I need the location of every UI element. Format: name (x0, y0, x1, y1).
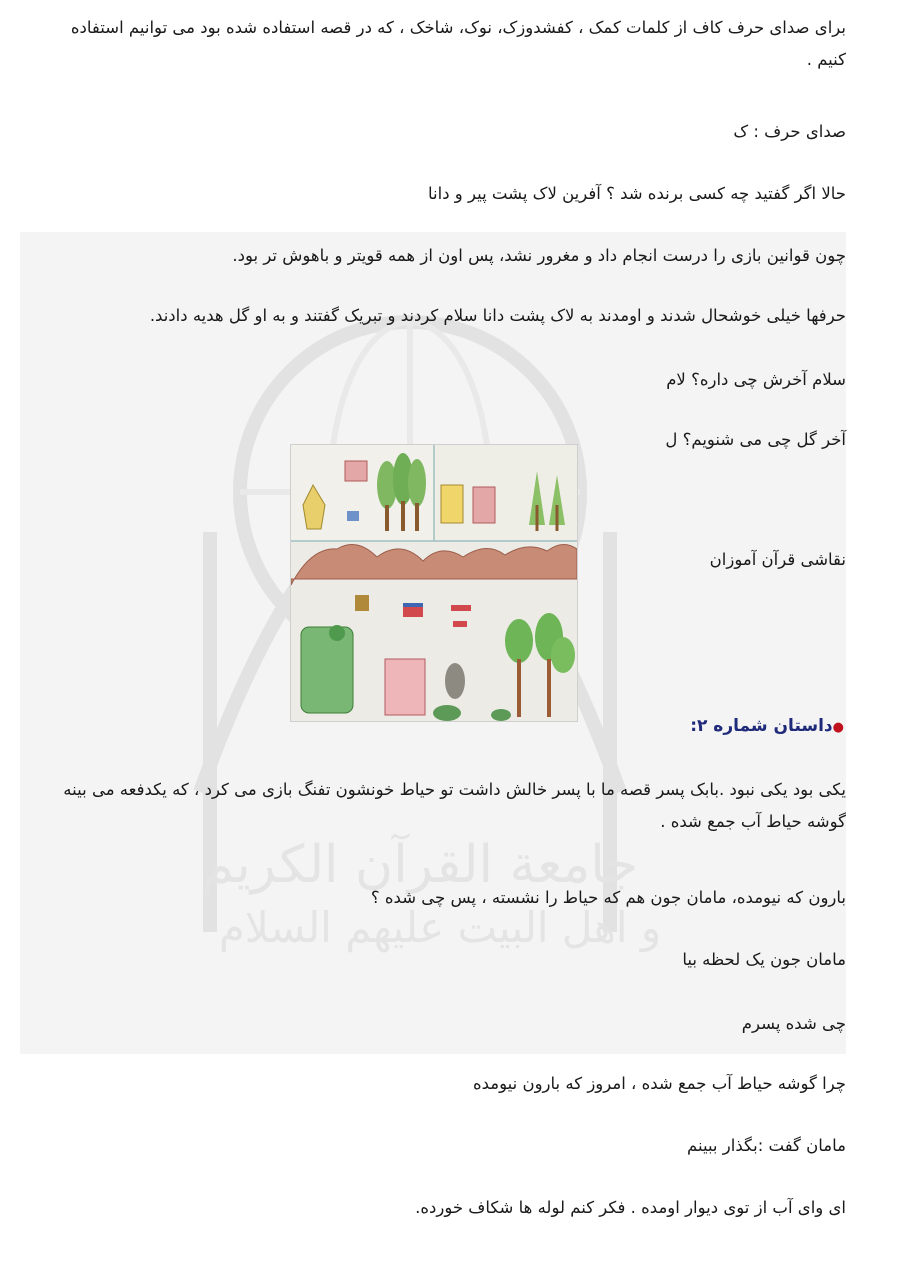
paragraph-7: آخر گل چی می شنویم؟ ل (665, 430, 846, 449)
paragraph-5: حرفها خیلی خوشحال شدند و اومدند به لاک پشت دانا سلام کردند و تبریک گفتند و به او گل هدیه دادند. (149, 306, 846, 325)
story-2-paragraph-1: یکی بود یکی نبود .بابک پسر قصه ما با پسر خالش داشت تو حیاط خونشون تفنگ بازی می کرد ، که یکدفعه می بینه گوشه حیاط آب جمع شده . (63, 780, 846, 831)
story-2-paragraph-5: چرا گوشه حیاط آب جمع شده ، امروز که بارون نیومده (472, 1074, 846, 1093)
story-2-paragraph-7: ای وای آب از توی دیوار اومده . فکر کنم لوله ها شکاف خورده. (415, 1198, 846, 1217)
children-drawing-image (290, 444, 578, 722)
paragraph-6: سلام آخرش چی داره؟ لام (666, 370, 846, 389)
caption: نقاشی قرآن آموزان (709, 550, 846, 569)
paragraph-3: حالا اگر گفتید چه کسی برنده شد ؟ آفرین لاک پشت پیر و دانا (427, 184, 846, 203)
story-2-paragraph-2: بارون که نیومده، مامان جون هم که حیاط را نشسته ، پس چی شده ؟ (370, 888, 846, 907)
paragraph-2: صدای حرف : ک (733, 122, 846, 141)
story-2-heading: ●داستان شماره ۲: (690, 716, 844, 736)
paragraph-4: چون قوانین بازی را درست انجام داد و مغرور نشد، پس اون از همه قویتر و باهوش تر بود. (232, 246, 846, 265)
paragraph-1: برای صدای حرف کاف از کلمات کمک ، کفشدوزک، نوک، شاخک ، که در قصه استفاده شده بود می توانیم استفاده کنیم . (70, 18, 846, 69)
bullet-icon: ● (832, 720, 844, 735)
watermark-line-1: جامعة القرآن الکریم (201, 835, 639, 895)
story-2-paragraph-4: چی شده پسرم (741, 1014, 846, 1033)
story-2-paragraph-6: مامان گفت :بگذار ببینم (687, 1136, 846, 1155)
watermark-line-2: و اهل البیت علیهم السلام (218, 903, 662, 952)
story-2-paragraph-3: مامان جون یک لحظه بیا (682, 950, 846, 969)
